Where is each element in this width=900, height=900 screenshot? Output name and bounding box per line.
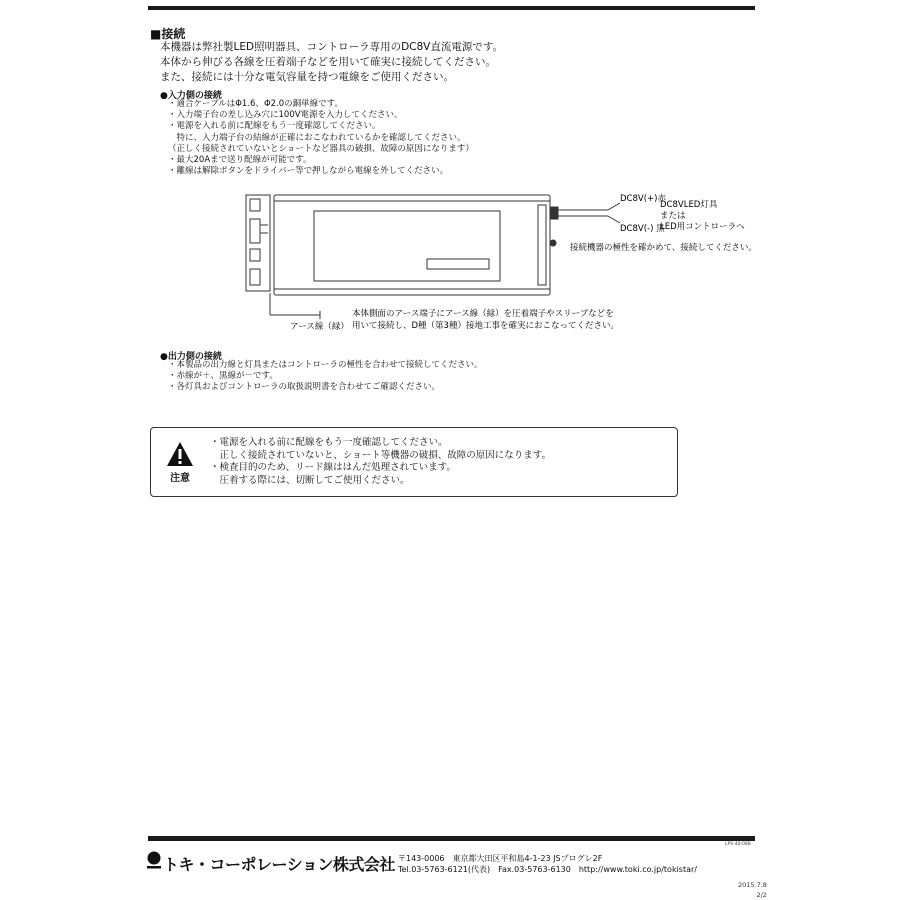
intro-text <box>160 40 503 85</box>
destination-line: DC8VLED灯具 <box>660 200 718 210</box>
document-code: LPS-40-08B <box>725 842 751 847</box>
list-item: ・入力端子台の差し込み穴に100V電源を入力してください。 <box>168 110 403 121</box>
intro-line: 本機器は弊社製LED照明器具、コントローラ専用のDC8V直流電源です。 <box>160 41 504 53</box>
list-item: 特に、入力端子台の結線が正確におこなわれているかを確認してください。 <box>168 132 466 143</box>
caution-label: 注意 <box>170 473 190 484</box>
caution-text <box>210 437 551 487</box>
intro-line: また、接続には十分な電気容量を持つ電線をご使用ください。 <box>160 71 454 83</box>
top-rule <box>148 6 755 10</box>
list-item: ・本製品の出力線と灯具またはコントローラの極性を合わせて接続してください。 <box>168 360 483 370</box>
input-side-list <box>168 99 474 177</box>
list-item: ・離線は解除ボタンをドライバー等で押しながら電線を外してください。 <box>168 166 449 177</box>
company-name: トキ・コーポレーション株式会社 <box>163 855 395 874</box>
earth-wire <box>270 293 320 319</box>
destination-line: LED用コントローラへ <box>660 222 745 232</box>
toki-logo-icon <box>147 851 161 869</box>
caution-line: 正しく接続されていないと、ショート等機器の破損、故障の原因になります。 <box>210 449 552 461</box>
output-side-list <box>168 360 483 394</box>
earth-note-line: 本体側面のアース端子にアース線（緑）を圧着端子やスリーブなどを <box>352 309 614 319</box>
company-address: 〒143-0006 東京都大田区平和島4-1-23 JSプログレ2F <box>398 854 603 863</box>
power-supply-diagram <box>240 185 760 335</box>
earth-wire-label: アース線（緑） <box>290 322 349 332</box>
bottom-rule <box>148 836 755 841</box>
list-item: ・各灯具およびコントローラの取扱説明書を合わせてご確認ください。 <box>168 382 441 393</box>
list-item: ・電源を入れる前に配線をもう一度確認してください。 <box>168 121 381 132</box>
wire-negative-label: DC8V(-) 黒 <box>620 224 665 234</box>
intro-line: 本体から伸びる各線を圧着端子などを用いて確実に接続してください。 <box>160 56 496 68</box>
wire-positive-label: DC8V(+)赤 <box>620 194 666 204</box>
caution-line: ・検査目的のため、リード線ははんだ処理されています。 <box>210 462 456 473</box>
document-date: 2015.7.8 <box>738 881 767 889</box>
company-address-block <box>398 853 697 875</box>
company-contact: Tel.03-5763-6121(代表) Fax.03-5763-6130 http://www.toki.co.jp/tokistar/ <box>398 865 697 874</box>
caution-line: ・電源を入れる前に配線をもう一度確認してください。 <box>210 437 448 448</box>
input-side-heading: ●入力側の接続 <box>160 91 222 101</box>
destination-line: または <box>660 211 686 221</box>
list-item: ・適合ケーブルはΦ1.6、Φ2.0の銅単線です。 <box>168 99 343 109</box>
caution-line: 圧着する際には、切断してご使用ください。 <box>210 474 410 486</box>
warning-triangle-icon <box>166 441 194 467</box>
output-side-heading: ●出力側の接続 <box>160 352 222 362</box>
output-wires <box>550 203 620 246</box>
earth-note-line: 用いて接続し、D種（第3種）接地工事を確実におこなってください。 <box>352 321 619 331</box>
list-item: （正しく接続されていないとショートなど器具の破損、故障の原因になります） <box>168 143 474 154</box>
list-item: ・赤線が＋、黒線が－です。 <box>168 371 278 382</box>
input-terminal-block <box>246 195 270 291</box>
page-number: 2/2 <box>756 891 767 899</box>
section-title: ■接続 <box>150 27 186 41</box>
list-item: ・最大20Aまで送り配線が可能です。 <box>168 155 312 166</box>
polarity-note: 接続機器の極性を確かめて、接続してください。 <box>570 243 757 253</box>
document-date-block <box>738 880 767 900</box>
power-supply-body <box>274 195 550 295</box>
